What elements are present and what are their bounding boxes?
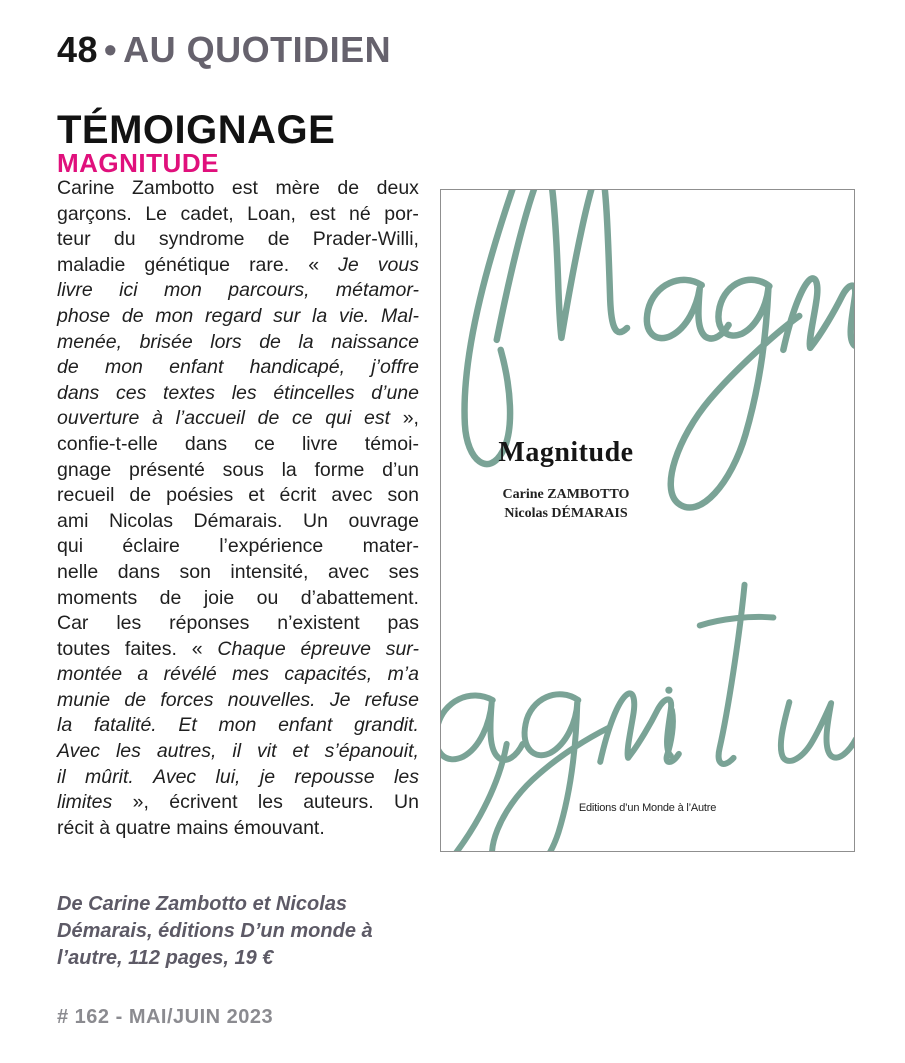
body-word: fatalité. <box>93 714 157 737</box>
body-word: à <box>152 407 163 430</box>
body-word: génétique <box>144 253 231 276</box>
body-line <box>57 304 419 330</box>
body-word: Mal- <box>381 304 419 327</box>
body-word: l’expérience <box>219 535 324 558</box>
script-u-stroke <box>781 702 854 761</box>
credit-line: l’autre, 112 pages, 19 € <box>57 947 274 969</box>
body-word: Nicolas <box>109 509 173 532</box>
body-word: ces <box>115 381 147 404</box>
body-word: nelle <box>57 560 99 583</box>
body-line <box>57 227 419 253</box>
body-word: ce <box>254 432 275 455</box>
body-line <box>57 637 419 663</box>
body-word: vie. <box>338 304 370 327</box>
body-word: Le <box>145 202 168 225</box>
body-word: les <box>115 740 141 763</box>
body-word: Et <box>178 714 197 737</box>
body-word: Avec <box>57 740 100 763</box>
body-word: nouvelles. <box>227 688 316 711</box>
body-word: rare. <box>249 253 290 276</box>
body-line <box>57 253 419 279</box>
body-word: de <box>257 407 280 430</box>
body-word: deux <box>376 177 419 199</box>
body-word: m’a <box>387 663 419 686</box>
body-word: auteurs. <box>303 791 374 814</box>
script-t-stem-stroke <box>719 585 745 764</box>
body-word: vit <box>256 740 277 763</box>
body-word: capacités, <box>284 663 373 686</box>
body-word: il <box>232 740 242 763</box>
body-line <box>57 355 419 381</box>
body-word: vous <box>377 253 419 276</box>
body-line <box>57 483 419 509</box>
body-word: forces <box>160 688 214 711</box>
cover-title: Magnitude <box>498 437 634 468</box>
body-word: grandit. <box>353 714 419 737</box>
script-t-crossbar-stroke <box>700 617 774 626</box>
body-word: témoi- <box>364 432 419 455</box>
script-i-dot <box>665 687 672 694</box>
body-word: ouverture <box>57 407 140 430</box>
body-word: a <box>137 663 149 686</box>
body-line <box>57 509 419 535</box>
body-word: de <box>159 586 182 609</box>
body-word: de <box>337 177 360 199</box>
script-M-peaks-stroke <box>497 190 627 340</box>
body-word: por- <box>384 202 419 225</box>
body-word: livre <box>57 279 93 302</box>
body-line <box>57 586 419 612</box>
body-line <box>57 458 419 484</box>
body-word: Loan, <box>247 202 296 225</box>
body-word: dans <box>57 381 100 404</box>
body-word: naissance <box>331 330 419 353</box>
body-word: moments <box>57 586 138 609</box>
body-word: né <box>349 202 371 225</box>
page-header <box>57 28 391 71</box>
body-word: poésies <box>166 484 234 507</box>
body-word: ami <box>57 509 89 532</box>
body-word: regard <box>205 304 262 327</box>
body-word: mon <box>163 279 202 302</box>
body-word: de <box>124 688 147 711</box>
body-word: lui, <box>215 765 241 788</box>
body-word: mon <box>155 304 194 327</box>
body-line <box>57 611 419 637</box>
body-line <box>57 688 419 714</box>
body-word: Car <box>57 612 89 635</box>
body-word: », <box>402 407 419 430</box>
body-word: émouvant. <box>233 816 325 839</box>
body-word: et <box>248 484 265 507</box>
body-word: mère <box>275 177 320 199</box>
body-word: autres, <box>156 740 217 763</box>
body-word: Je <box>338 253 359 276</box>
body-word: sous <box>222 458 264 481</box>
page-number: 48 <box>57 29 99 70</box>
body-line <box>57 765 419 791</box>
body-word: enfant <box>169 356 224 379</box>
body-word: écrit <box>279 484 317 507</box>
body-word: étincelles <box>273 381 355 404</box>
body-word: repousse <box>294 765 375 788</box>
body-word: mon <box>218 714 257 737</box>
cover-authors <box>461 485 671 523</box>
body-word: de <box>129 484 152 507</box>
script-n-stroke <box>783 278 854 349</box>
body-line <box>57 713 419 739</box>
body-line <box>57 739 419 765</box>
body-word: garçons. <box>57 202 132 225</box>
body-word: la <box>312 304 328 327</box>
body-word: son <box>179 560 211 583</box>
body-word: est <box>364 407 391 430</box>
body-word: Avec <box>153 765 197 788</box>
body-word: la <box>281 458 297 481</box>
body-word: du <box>113 228 136 251</box>
body-word: ici <box>119 279 138 302</box>
body-word: à <box>99 816 111 839</box>
cover-publisher: Editions d’un Monde à l’Autre <box>578 802 717 814</box>
body-word: livre <box>301 432 338 455</box>
body-word: ou <box>256 586 279 609</box>
body-word: refuse <box>364 688 419 711</box>
body-word: cadet, <box>180 202 234 225</box>
body-word: handicapé, <box>249 356 346 379</box>
body-word: textes <box>163 381 216 404</box>
body-word: confie-t-elle <box>57 432 158 455</box>
body-word: pas <box>387 612 419 635</box>
body-line <box>57 432 419 458</box>
body-line <box>57 662 419 688</box>
body-word: joie <box>203 586 235 609</box>
body-line <box>57 278 419 304</box>
body-word: la <box>57 714 73 737</box>
body-line <box>57 790 419 816</box>
body-word: sur- <box>385 637 419 660</box>
body-word: gnage <box>57 458 112 481</box>
section-title: AU QUOTIDIEN <box>123 29 392 70</box>
body-word: sur <box>273 304 301 327</box>
body-line <box>57 534 419 560</box>
body-word: », <box>132 791 149 814</box>
cover-title-block <box>461 437 671 523</box>
body-word: écrivent <box>169 791 238 814</box>
body-word: les <box>257 791 283 814</box>
body-word: brisée <box>139 330 193 353</box>
body-word: l’accueil <box>175 407 245 430</box>
body-line <box>57 330 419 356</box>
body-word: lors <box>210 330 242 353</box>
body-line <box>57 176 419 202</box>
body-word: avec <box>327 560 370 583</box>
book-cover <box>440 189 855 852</box>
body-word: dans <box>184 432 228 455</box>
body-word: enfant <box>278 714 333 737</box>
body-word: les <box>231 381 257 404</box>
body-word: Carine <box>57 177 115 199</box>
body-word: montée <box>57 663 123 686</box>
body-word: menée, <box>57 330 123 353</box>
body-word: Démarais. <box>193 509 283 532</box>
body-word: phose <box>57 304 111 327</box>
cover-author-1: Carine ZAMBOTTO <box>502 487 630 502</box>
body-word: récit <box>57 816 94 839</box>
body-word: intensité, <box>230 560 309 583</box>
body-line <box>57 816 419 842</box>
body-word: Prader-Willi, <box>312 228 419 251</box>
body-word: d’abattement. <box>300 586 419 609</box>
body-word: quatre <box>115 816 171 839</box>
body-word: épreuve <box>300 637 371 660</box>
body-word: est <box>309 202 336 225</box>
body-word: il <box>57 765 66 788</box>
body-word: mon <box>104 356 143 379</box>
body-word: limites <box>57 791 113 814</box>
body-word: syndrome <box>158 228 245 251</box>
body-word: de <box>57 356 79 379</box>
credit-line: Démarais, éditions D’un monde à <box>57 920 373 942</box>
body-line <box>57 406 419 432</box>
body-word: Un <box>303 509 328 532</box>
body-word: munie <box>57 688 111 711</box>
body-word: mûrit. <box>85 765 134 788</box>
body-word: les <box>394 765 419 788</box>
body-word: métamor- <box>335 279 419 302</box>
body-line <box>57 560 419 586</box>
body-word: mes <box>232 663 269 686</box>
body-word: forme <box>314 458 365 481</box>
body-word: j’offre <box>371 356 419 379</box>
script-g2-bowl-stroke <box>525 694 579 755</box>
body-word: ce <box>292 407 313 430</box>
body-word: d’un <box>382 458 419 481</box>
body-word: révélé <box>163 663 217 686</box>
article-body <box>57 176 419 841</box>
body-word: qui <box>57 535 84 558</box>
body-word: faites. <box>124 637 177 660</box>
body-word: mater- <box>362 535 419 558</box>
script-a2-stroke <box>441 696 523 760</box>
body-word: éclaire <box>122 535 180 558</box>
issue-footer: # 162 - MAI/JUIN 2023 <box>57 1006 274 1028</box>
body-word: de <box>259 330 281 353</box>
body-word: Zambotto <box>131 177 215 199</box>
body-word: Un <box>394 791 419 814</box>
body-word: qui <box>325 407 352 430</box>
body-word: est <box>231 177 258 199</box>
body-line <box>57 202 419 228</box>
body-word: ouvrage <box>348 509 419 532</box>
body-word: « <box>191 637 203 660</box>
body-word: toutes <box>57 637 111 660</box>
script-n2-stroke <box>600 693 671 761</box>
body-word: de <box>267 228 290 251</box>
body-word: réponses <box>169 612 250 635</box>
credit-line: De Carine Zambotto et Nicolas <box>57 893 348 915</box>
body-word: ses <box>388 560 419 583</box>
body-word: parcours, <box>228 279 310 302</box>
body-line <box>57 381 419 407</box>
article-title: MAGNITUDE <box>57 148 219 178</box>
body-word: dans <box>117 560 160 583</box>
body-word: mains <box>176 816 229 839</box>
script-g2-loop-stroke <box>492 702 608 851</box>
body-word: n’existent <box>277 612 360 635</box>
body-word: « <box>308 253 320 276</box>
body-word: la <box>298 330 314 353</box>
body-word: recueil <box>57 484 115 507</box>
article-kicker: TÉMOIGNAGE <box>57 108 336 152</box>
body-word: avec <box>331 484 373 507</box>
body-word: Chaque <box>217 637 286 660</box>
body-word: maladie <box>57 253 126 276</box>
body-word: présenté <box>128 458 205 481</box>
body-word: Je <box>329 688 351 711</box>
header-bullet-separator: • <box>104 29 118 70</box>
body-word: et <box>292 740 309 763</box>
body-word: de <box>121 304 144 327</box>
body-word: s’épanouit, <box>324 740 419 763</box>
body-word: teur <box>57 228 91 251</box>
body-word: d’une <box>371 381 419 404</box>
body-word: les <box>116 612 142 635</box>
book-credit <box>57 891 427 972</box>
cover-author-2: Nicolas DÉMARAIS <box>504 506 628 521</box>
body-word: je <box>259 765 276 788</box>
script-M-stroke <box>465 190 521 464</box>
body-word: son <box>387 484 419 507</box>
